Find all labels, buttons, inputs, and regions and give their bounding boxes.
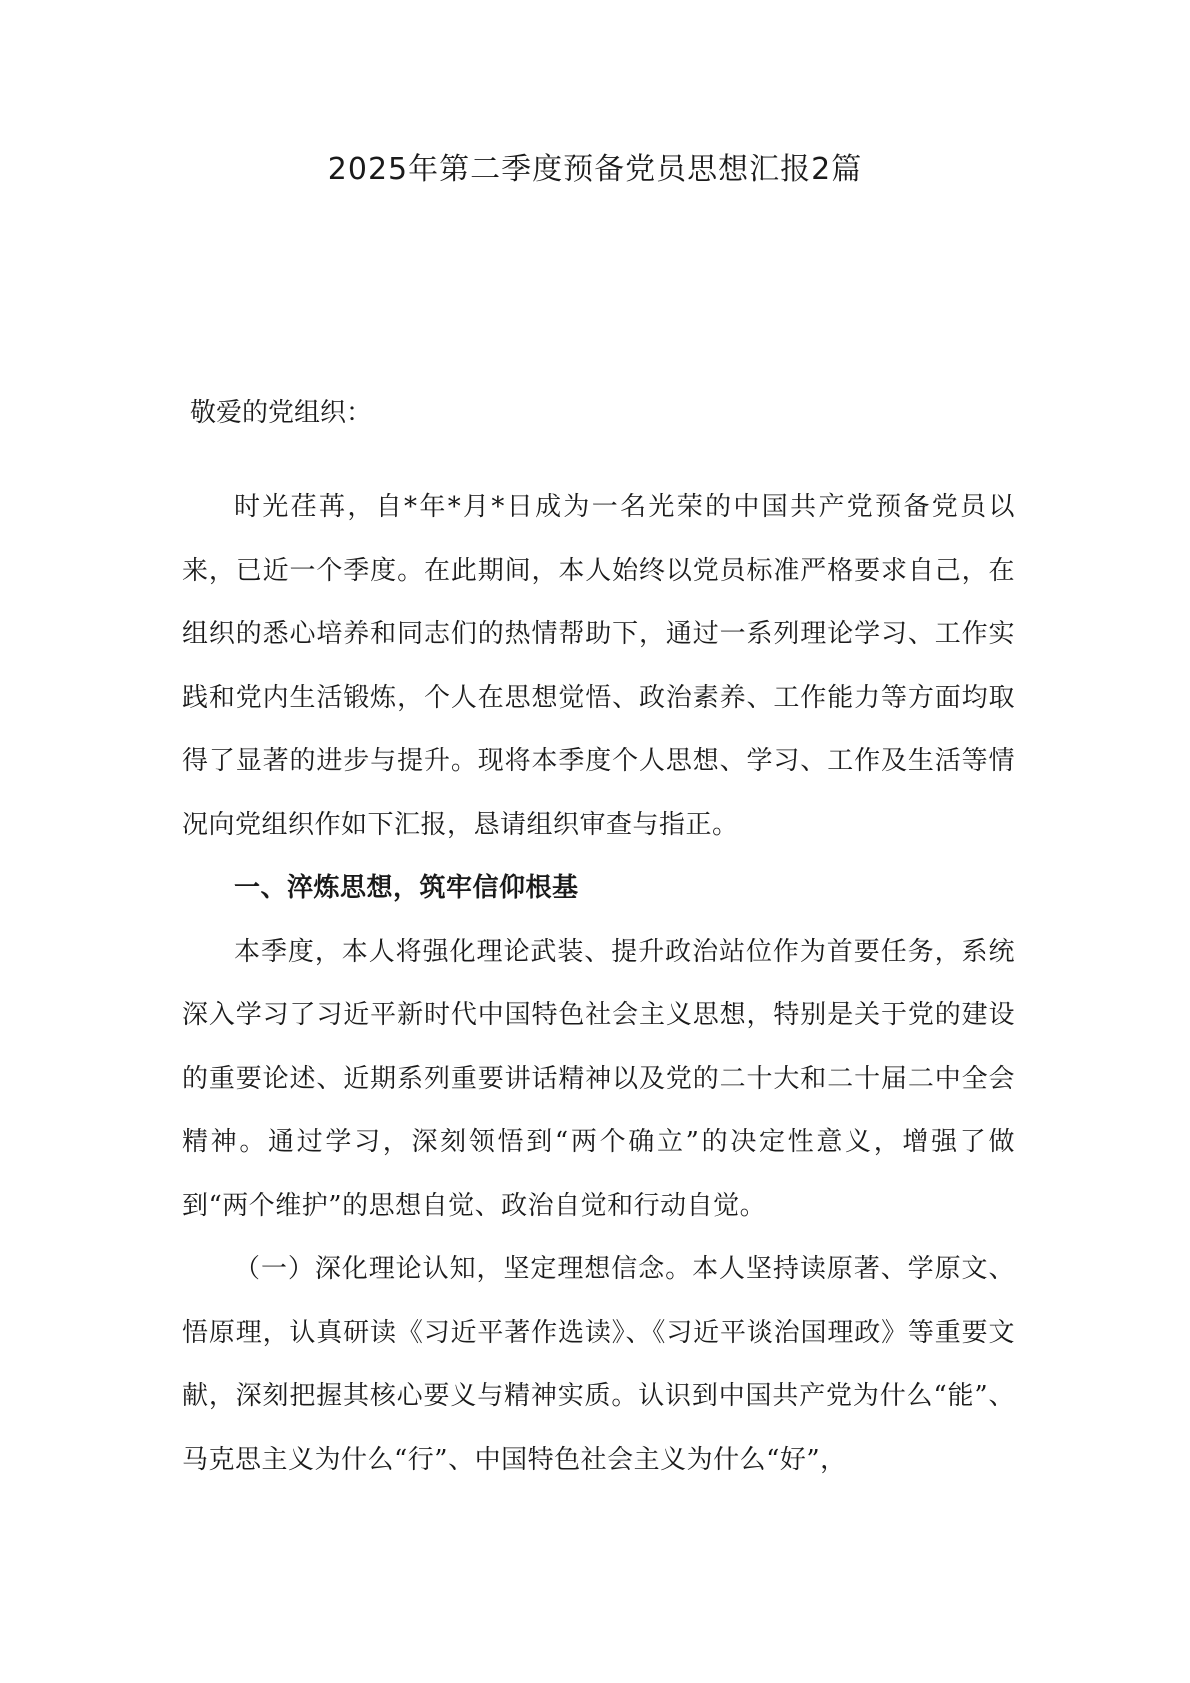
salutation: 敬爱的党组织： xyxy=(190,398,373,428)
document-title: 2025年第二季度预备党员思想汇报2篇 xyxy=(327,152,863,187)
intro-paragraph: 时光荏苒，自*年*月*日成为一名光荣的中国共产党预备党员以来，已近一个季度。在此期间，本人始终以党员标准严格要求自己，在组织的悉心培养和同志们的热情帮助下，通过一系列理论学习、工作实践和党内生活锻炼，个人在思想觉悟、政治素养、工作能力等方面均取得了显著的进步与提升。现将本季度个人思想、学习、工作及生活等情况向党组织作如下汇报，恳请组织审查与指正。 xyxy=(182,492,1015,840)
document-body xyxy=(182,476,1015,1492)
subsection-paragraph: （一）深化理论认知，坚定理想信念。本人坚持读原著、学原文、悟原理，认真研读《习近平著作选读》、《习近平谈治国理政》等重要文献，深刻把握其核心要义与精神实质。认识到中国共产党为什么“能”、马克思主义为什么“行”、中国特色社会主义为什么“好”， xyxy=(182,1254,1015,1475)
section-heading: 一、淬炼思想，筑牢信仰根基 xyxy=(234,873,579,903)
section-paragraph: 本季度，本人将强化理论武装、提升政治站位作为首要任务，系统深入学习了习近平新时代中国特色社会主义思想，特别是关于党的建设的重要论述、近期系列重要讲话精神以及党的二十大和二十届二中全会精神。通过学习，深刻领悟到“两个确立”的决定性意义，增强了做到“两个维护”的思想自觉、政治自觉和行动自觉。 xyxy=(182,936,1015,1221)
